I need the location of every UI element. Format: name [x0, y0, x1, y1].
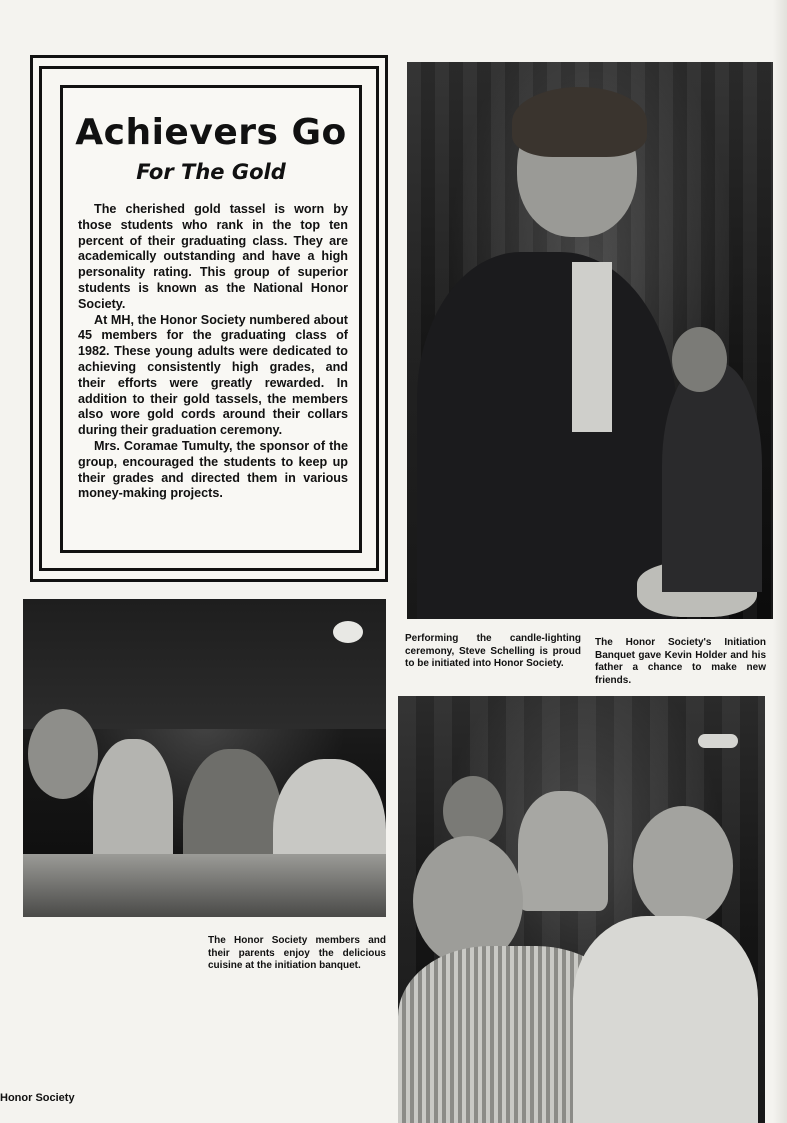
article-paragraph: Mrs. Coramae Tumulty, the sponsor of the group, encouraged the students to keep up their grades and directed them in various money-making projects. [78, 438, 348, 501]
photo-student-speaking [407, 62, 776, 619]
caption-initiation-banquet: The Honor Society's Initiation Banquet gave Kevin Holder and his father a chance to make new friends. [595, 637, 766, 686]
photo-father-and-son [398, 696, 765, 1123]
article-body [78, 202, 348, 502]
article-paragraph: The cherished gold tassel is worn by those students who rank in the top ten percent of their graduating class. They are academically outstanding and have a high personality rating. This group of superior students is known as the National Honor Society. [78, 202, 348, 311]
article-subhead: For The Gold [136, 160, 286, 184]
page-folio: Honor Society [0, 1092, 75, 1104]
article-headline: Achievers Go [75, 112, 347, 153]
caption-candle-lighting: Performing the candle-lighting ceremony, Steve Schelling is proud to be initiated into Honor Society. [405, 633, 581, 669]
page-edge-shadow [773, 0, 787, 1123]
article-paragraph: At MH, the Honor Society numbered about 45 members for the graduating class of 1982. These young adults were dedicated to achieving consistently high grades, and their efforts were greatly rewarded. In addition to their gold tassels, the members also wore gold cords around their collars during their graduation ceremony. [78, 312, 348, 438]
photo-banquet-crowd [23, 599, 386, 917]
caption-members-and-parents: The Honor Society members and their parents enjoy the delicious cuisine at the initiation banquet. [208, 935, 386, 971]
